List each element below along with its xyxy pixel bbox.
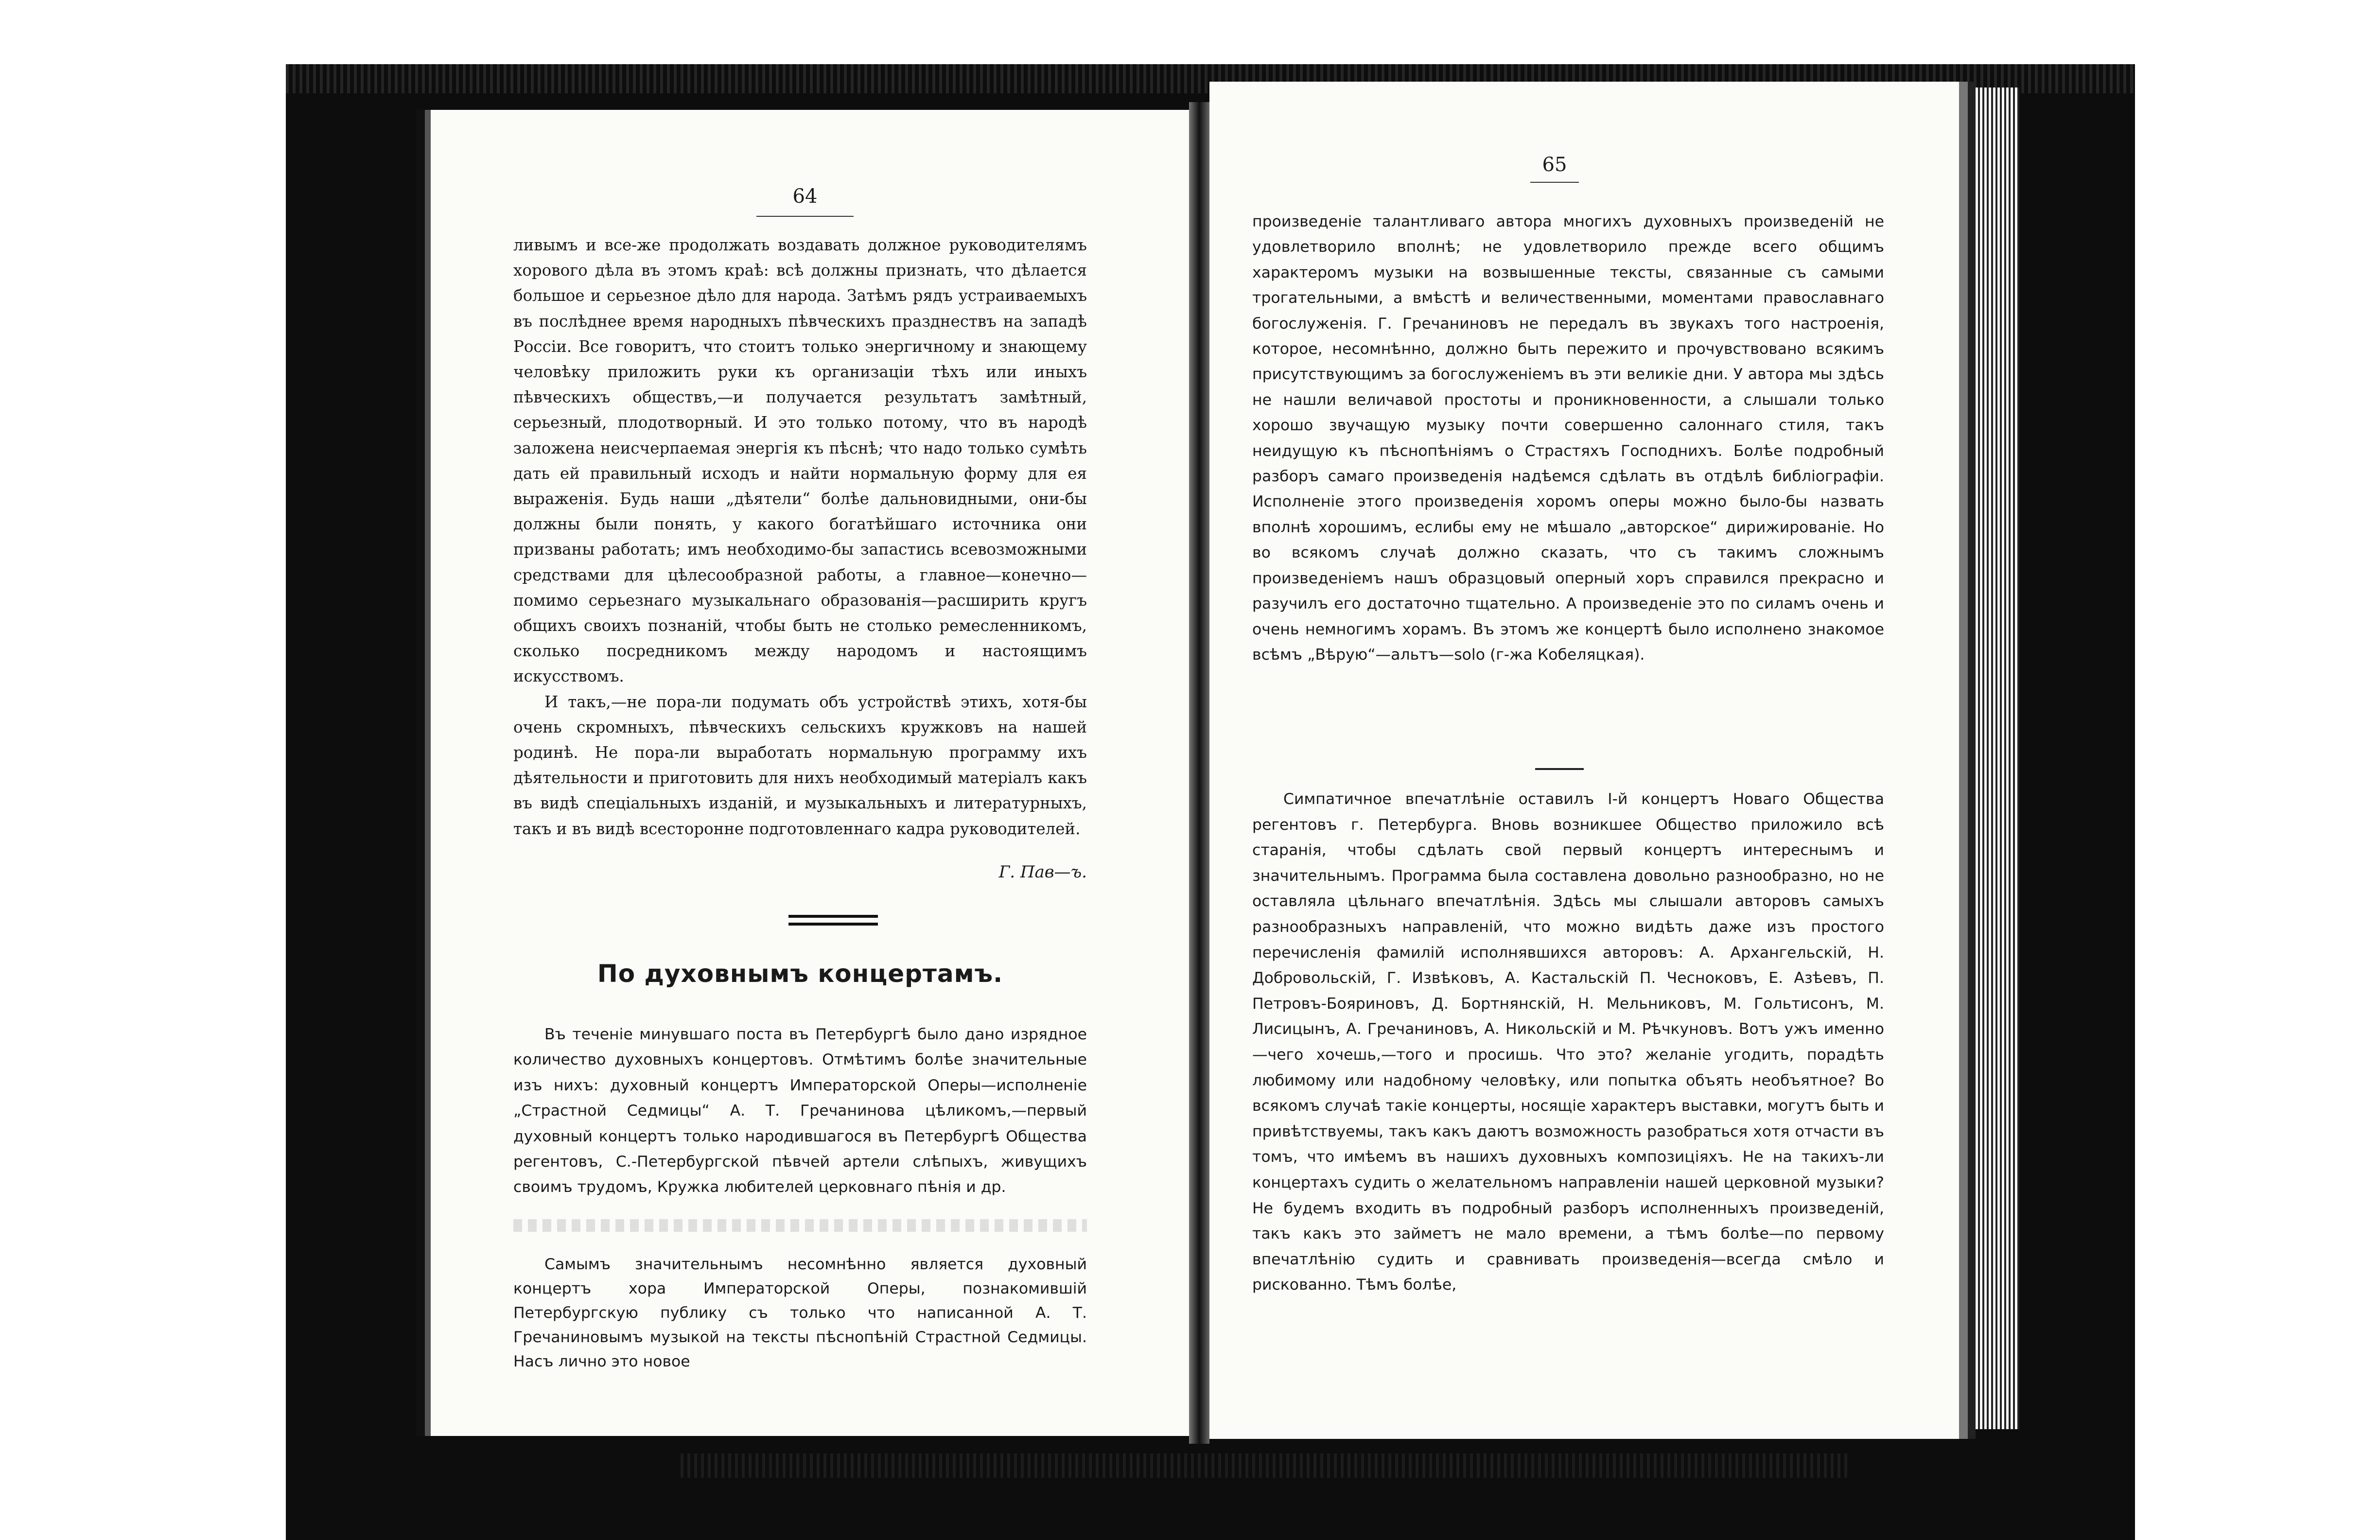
book-gutter — [1189, 102, 1209, 1444]
text-column — [513, 232, 1087, 841]
section-divider — [788, 915, 878, 926]
paragraph: Симпатичное впечатлѣніе оставилъ I-й концертъ Новаго Общества регентовъ г. Петербурга. Вновь возникшее Общество приложило всѣ старанія, чтобы сдѣлать свой первый концертъ интереснымъ и значительнымъ. Программа была составлена довольно разнообразно, но не оставляла цѣльнаго впечатлѣнія. Здѣсь мы слышали авторовъ самыхъ разнообразныхъ направленій, что можно видѣть даже изъ простого перечисленія фамилій исполнявшихся авторовъ: А. Архангельскій, Н. Добровольскій, Г. Извѣковъ, А. Кастальскій П. Чесноковъ, Е. Азѣевъ, П. Петровъ-Бояриновъ, Д. Бортнянскій, Н. Мельниковъ, М. Гольтисонъ, М. Лисицынъ, А. Гречаниновъ, А. Никольскій и М. Рѣчкуновъ. Вотъ ужъ именно—чего хочешь,—того и просишь. Что это? желаніе угодить, порадѣть любимому или надобному человѣку, или попытка объять необъятное? Во всякомъ случаѣ такіе концерты, носящіе характеръ выставки, могутъ быть и привѣтствуемы, такъ какъ даютъ возможность разобраться хотя отчасти въ томъ, что имѣемъ въ нашихъ духовныхъ композиціяхъ. Не на такихъ-ли концертахъ судить о желательномъ направленіи нашей церковной музыки? Не будемъ входить въ подробный разборъ исполненныхъ произведеній, такъ какъ это займетъ не мало времени, а тѣмъ болѣе—по первому впечатлѣнію судить и сравнивать произведенія—всегда смѣло и рискованно. Тѣмъ болѣе, — [1252, 790, 1884, 1294]
left-page — [416, 110, 1189, 1436]
text-column — [513, 1022, 1087, 1200]
paragraph: ливымъ и все-же продолжать воздавать должное руководителямъ хорового дѣла въ этомъ краѣ: всѣ должны признать, что дѣлается большое и серьезное дѣло для народа. Затѣмъ рядъ устраиваемыхъ въ послѣднее время народныхъ пѣвческихъ празднествъ на западѣ Россіи. Все говоритъ, что стоитъ только энергичному и знающему человѣку приложить руки къ организаціи тѣхъ или иныхъ пѣвческихъ обществъ,—и получается результатъ замѣтный, серьезный, плодотворный. И это только потому, что въ народѣ заложена неисчерпаемая энергія къ пѣснѣ; что надо только сумѣть дать ей правильный исходъ и найти нормальную форму для ея выраженія. Будь наши „дѣятели“ болѣе дальновидными, они-бы должны были понять, у какого богатѣйшаго источника они призваны работать; имъ необходимо-бы запастись всевозможными средствами для цѣлесообразной работы, а главное—конечно—помимо серьезнаго музыкальнаго образованія—расширить кругъ общихъ своихъ познаній, чтобы быть не столько ремесленникомъ, сколько посредникомъ между народомъ и настоящимъ искусствомъ. — [513, 236, 1087, 686]
section-divider — [1535, 768, 1584, 770]
paragraph: И такъ,—не пора-ли подумать объ устройствѣ этихъ, хотя-бы очень скромныхъ, пѣвческихъ сельскихъ кружковъ на нашей родинѣ. Не пора-ли выработать нормальную программу ихъ дѣятельности и приготовить для нихъ необходимый матеріалъ какъ въ видѣ спеціальныхъ изданій, и музыкальныхъ и литературныхъ, такъ и въ видѣ всесторонне подготовленнаго кадра руководителей. — [513, 692, 1087, 838]
text-column — [1252, 209, 1884, 667]
page-number: 64 — [792, 185, 818, 208]
bleed-through-text — [513, 1219, 1087, 1232]
scan-noise-bottom — [681, 1453, 1847, 1478]
author-signature: Г. Пав—ъ. — [998, 862, 1087, 882]
paragraph: Самымъ значительнымъ несомнѣнно является духовный концертъ хора Императорской Оперы, познакомившій Петербургскую публику съ только что написанной А. Т. Гречаниновымъ музыкой на тексты пѣснопѣній Страстной Седмицы. Насъ лично это новое — [513, 1256, 1087, 1370]
paragraph: Въ теченіе минувшаго поста въ Петербургѣ было дано изрядное количество духовныхъ концертовъ. Отмѣтимъ болѣе значительные изъ нихъ: духовный концертъ Императорской Оперы—исполненіе „Страстной Седмицы“ А. Т. Гречанинова цѣликомъ,—первый духовный концертъ только народившагося въ Петербургѣ Общества регентовъ, С.-Петербургской пѣвчей артели слѣпыхъ, живущихъ своимъ трудомъ, Кружка любителей церковнаго пѣнія и др. — [513, 1026, 1087, 1196]
paragraph: произведеніе талантливаго автора многихъ духовныхъ произведеній не удовлетворило вполнѣ; не удовлетворило прежде всего общимъ характеромъ музыки на возвышенные тексты, связанные съ самыми трогательными, а вмѣстѣ и величественными, моментами православнаго богослуженія. Г. Гречаниновъ не передалъ въ звукахъ того настроенія, которое, несомнѣнно, должно быть пережито и прочувствовано всякимъ присутствующимъ за богослуженіемъ въ эти великіе дни. У автора мы здѣсь не нашли величавой простоты и проникновенности, а слышали только хорошо звучащую музыку почти совершенно салоннаго стиля, такъ неидущую къ пѣснопѣніямъ о Страстяхъ Господнихъ. Болѣе подробный разборъ самаго произведенія надѣемся сдѣлать въ отдѣлѣ библіографіи. Исполненіе этого произведенія хоромъ оперы можно было-бы назвать вполнѣ хорошимъ, еслибы ему не мѣшало „авторское“ дирижированіе. Но во всякомъ случаѣ должно сказать, что съ такимъ сложнымъ произведеніемъ нашъ образцовый оперный хоръ справился прекрасно и разучилъ его достаточно тщательно. А произведеніе это по силамъ очень и очень немногимъ хорамъ. Въ этомъ же концертѣ было исполнено знакомое всѣмъ „Вѣрую“—альтъ—solo (г-жа Кобеляцкая). — [1252, 213, 1884, 664]
text-column — [1252, 787, 1884, 1298]
section-heading: По духовнымъ концертамъ. — [597, 960, 1003, 988]
page-number-rule — [1530, 182, 1579, 183]
page-edges — [1976, 88, 2019, 1429]
page-number-rule — [756, 216, 854, 217]
text-column — [513, 1252, 1087, 1374]
page-number: 65 — [1542, 154, 1567, 176]
right-page — [1209, 82, 1976, 1439]
